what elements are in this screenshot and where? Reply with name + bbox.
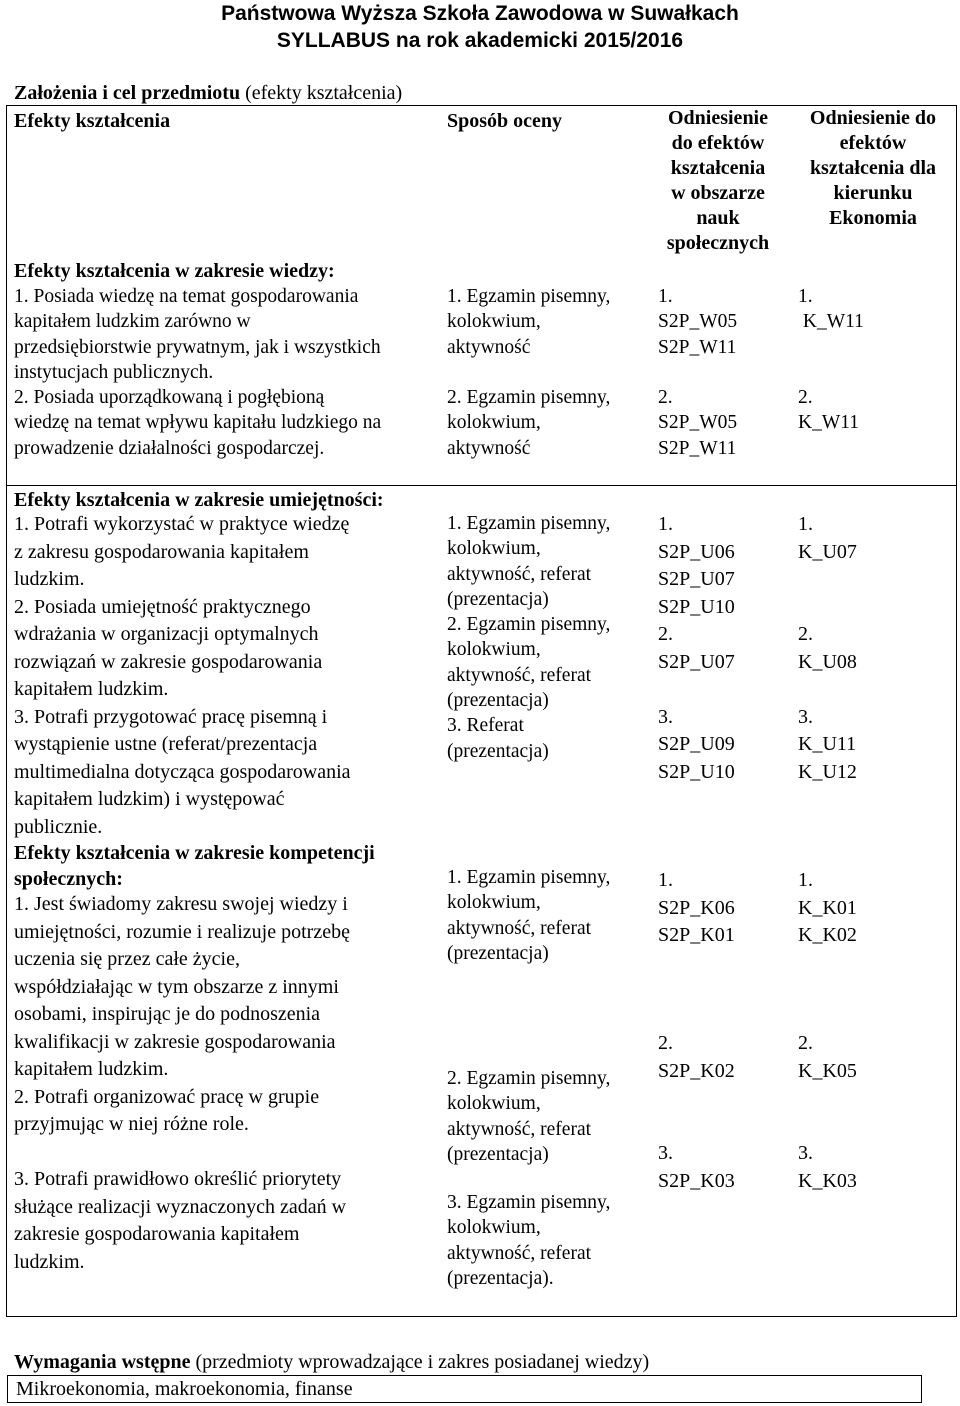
skills-area-codes: 1. S2P_U06 S2P_U07 S2P_U10 2. S2P_U07 3. S2P_U09 S2P_U10 xyxy=(658,513,735,783)
section-title-bold: Założenia i cel przedmiotu xyxy=(14,82,241,104)
skills-effects: 1. Potrafi wykorzystać w praktyce wiedzę z zakresu gospodarowania kapitałem ludzkim. 2. Posiada umiejętność praktycznego wdrażania w organizacji optymalnych rozwiązań w zakresie gospodarowania kapitałem ludzkim. 3. Potrafi przygotować pracę pisemną i wystąpienie ustne (referat/prezentacja multimedialna dotycząca gospodarowania kapitałem ludzkim) i występować publicznie. xyxy=(14,513,351,838)
requirements-box xyxy=(7,1375,922,1403)
institution-name: Państwowa Wyższa Szkoła Zawodowa w Suwałkach xyxy=(221,2,739,25)
competences-area-codes-2: 2. S2P_K02 xyxy=(658,1032,735,1082)
requirements-label xyxy=(14,1349,649,1375)
row-divider xyxy=(6,485,956,486)
header-method: Sposób oceny xyxy=(447,110,563,132)
competences-assessment-1: 1. Egzamin pisemny, kolokwium, aktywność, referat (prezentacja) xyxy=(447,867,611,964)
competences-assessment-3: 3. Egzamin pisemny, kolokwium, aktywność, referat (prezentacja). xyxy=(447,1192,611,1289)
requirements-label-suffix: (przedmioty wprowadzające i zakres posiadanej wiedzy) xyxy=(190,1351,650,1373)
header-field-reference: Odniesienie do efektów kształcenia dla kierunku Ekonomia xyxy=(809,107,937,229)
table-left-border xyxy=(6,105,7,1317)
skills-assessment: 1. Egzamin pisemny, kolokwium, aktywność, referat (prezentacja) 2. Egzamin pisemny, kolokwium, aktywność, referat (prezentacja) 3. Referat (prezentacja) xyxy=(447,513,611,762)
table-right-border xyxy=(956,105,957,1317)
competences-field-codes-3: 3. K_K03 xyxy=(798,1142,857,1192)
competences-assessment-2: 2. Egzamin pisemny, kolokwium, aktywność, referat (prezentacja) xyxy=(447,1068,611,1165)
table-bottom-border xyxy=(6,1316,956,1317)
skills-field-codes: 1. K_U07 2. K_U08 3. K_U11 K_U12 xyxy=(798,513,857,783)
knowledge-area-codes: 1. S2P_W05 S2P_W11 2. S2P_W05 S2P_W11 xyxy=(658,286,738,459)
skills-heading: Efekty kształcenia w zakresie umiejętności: xyxy=(14,489,384,511)
competences-heading: Efekty kształcenia w zakresie kompetencji społecznych: xyxy=(14,842,375,890)
syllabus-title: SYLLABUS na rok akademicki 2015/2016 xyxy=(276,29,684,52)
section-title xyxy=(14,80,402,106)
knowledge-field-codes: 1. K_W11 2. K_W11 xyxy=(798,286,864,434)
competences-field-codes-2: 2. K_K05 xyxy=(798,1032,857,1082)
competences-effects: 1. Jest świadomy zakresu swojej wiedzy i umiejętności, rozumie i realizuje potrzebę uczenia się przez całe życie, współdziałając w tym obszarze z innymi osobami, inspirując je do podnoszenia kwalifikacji w zakresie gospodarowania kapitałem ludzkim. 2. Potrafi organizować pracę w grupie przyjmując w niej różne role. 3. Potrafi prawidłowo określić priorytety służące realizacji wyznaczonych zadań w zakresie gospodarowania kapitałem ludzkim. xyxy=(14,893,350,1273)
competences-area-codes-1: 1. S2P_K06 S2P_K01 xyxy=(658,869,735,946)
section-title-suffix: (efekty kształcenia) xyxy=(240,82,403,104)
knowledge-heading: Efekty kształcenia w zakresie wiedzy: xyxy=(14,260,335,282)
competences-area-codes-3: 3. S2P_K03 xyxy=(658,1142,735,1192)
header-effects: Efekty kształcenia xyxy=(14,110,171,132)
header-area-reference: Odniesienie do efektów kształcenia w obszarze nauk społecznych xyxy=(666,107,770,254)
competences-field-codes-1: 1. K_K01 K_K02 xyxy=(798,869,857,946)
knowledge-effects: 1. Posiada wiedzę na temat gospodarowania kapitałem ludzkim zarówno w przedsiębiorstwie prywatnym, jak i wszystkich instytucjach publicznych. 2. Posiada uporządkowaną i pogłębioną wiedzę na temat wpływu kapitału ludzkiego na prowadzenie działalności gospodarczej. xyxy=(14,286,382,459)
requirements-value: Mikroekonomia, makroekonomia, finanse xyxy=(16,1378,353,1400)
requirements-label-bold: Wymagania wstępne xyxy=(14,1351,191,1373)
knowledge-assessment: 1. Egzamin pisemny, kolokwium, aktywność 2. Egzamin pisemny, kolokwium, aktywność xyxy=(447,286,611,459)
